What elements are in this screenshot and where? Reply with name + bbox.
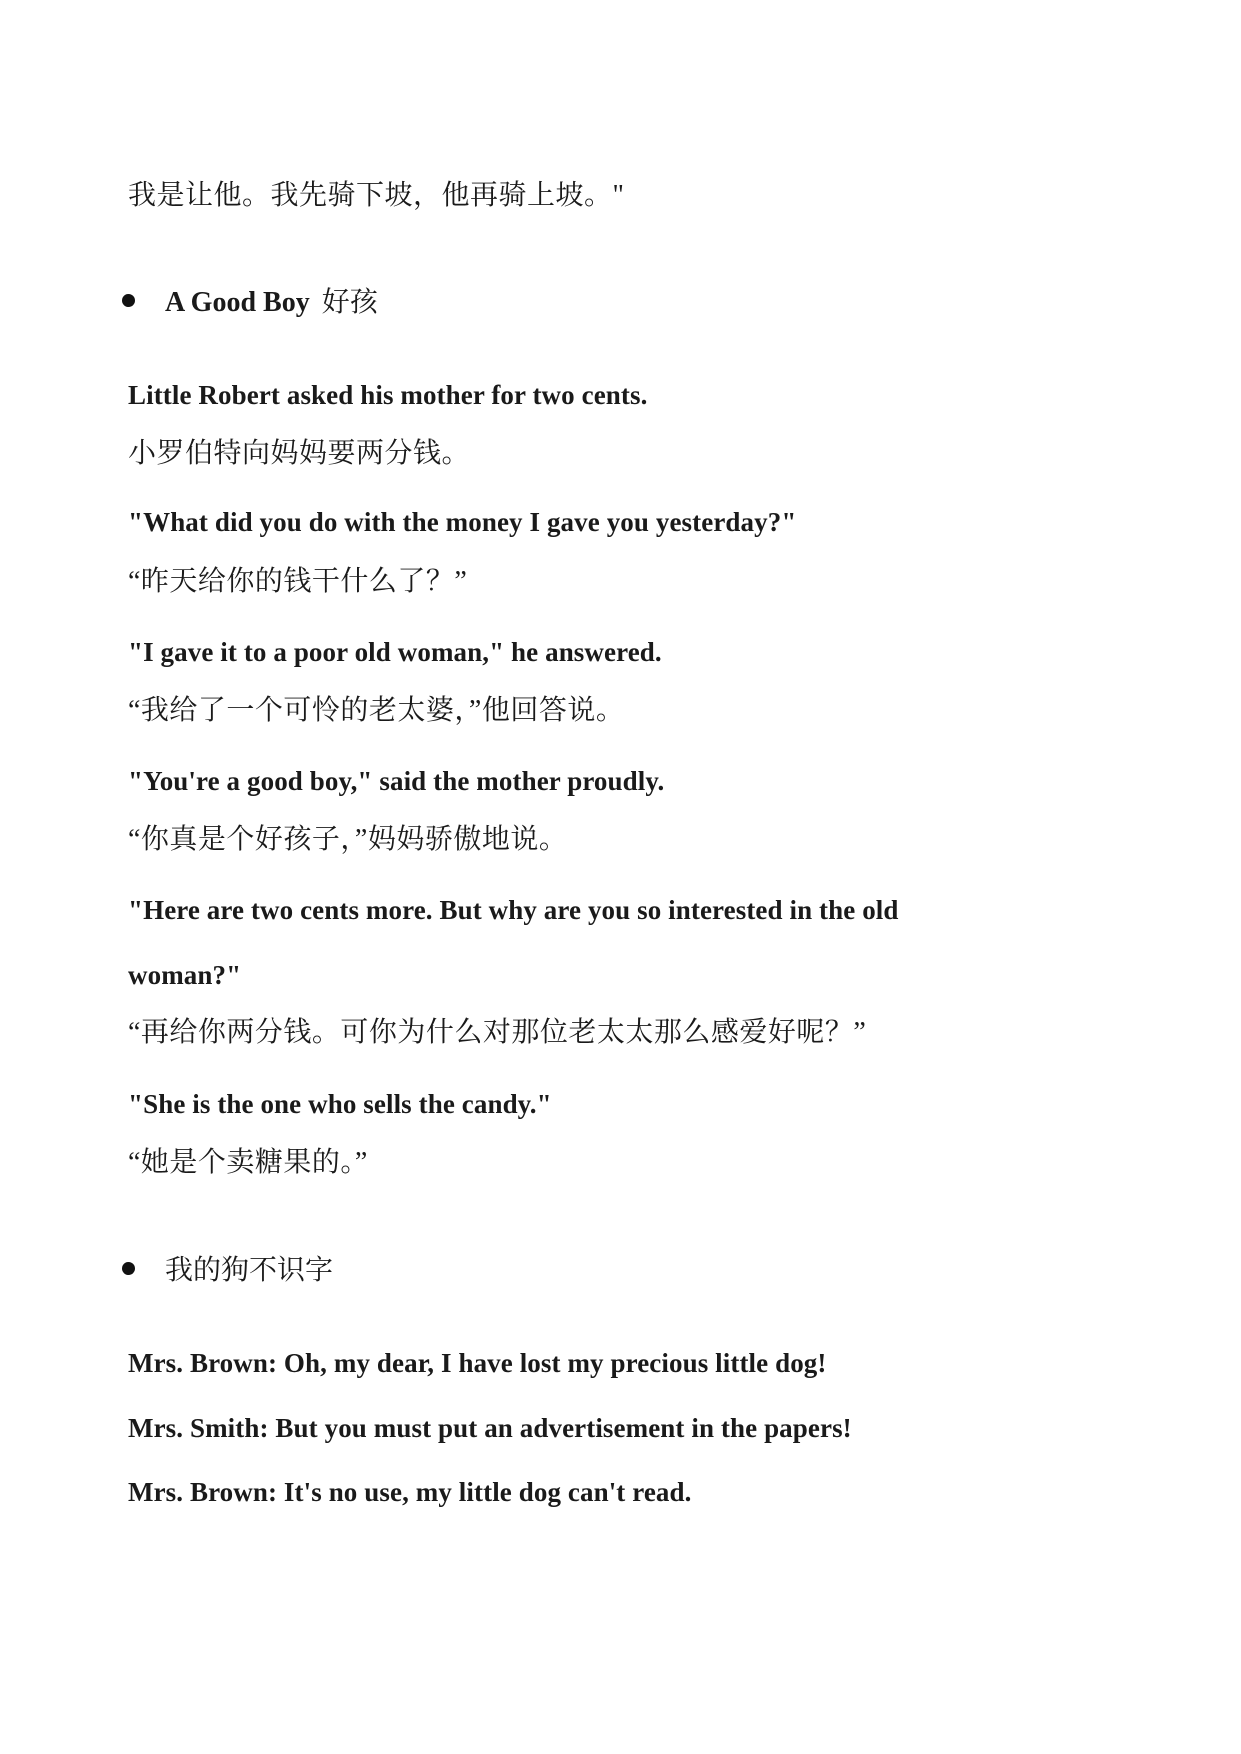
story1-line: "You're a good boy," said the mother proudly. — [128, 766, 665, 796]
story1-line: “你真是个好孩子，”妈妈骄傲地说。 — [128, 824, 568, 855]
bullet-icon — [122, 1262, 135, 1275]
story1-line: "What did you do with the money I gave you yesterday?" — [128, 507, 797, 537]
story1-line: woman?" — [128, 960, 242, 990]
story1-line: Little Robert asked his mother for two cents. — [128, 380, 648, 410]
bullet-icon — [122, 294, 135, 307]
story1-line: "Here are two cents more. But why are you so interested in the old — [128, 895, 899, 925]
story2-heading-text — [165, 1248, 333, 1288]
story1-heading-en: A Good Boy — [165, 287, 310, 318]
story2-line: Mrs. Brown: Oh, my dear, I have lost my precious little dog! — [128, 1348, 827, 1378]
story1-line: “她是个卖糖果的。” — [128, 1147, 368, 1178]
top-fragment: 我是让他。我先骑下坡，他再骑上坡。" — [128, 180, 625, 211]
story1-line: 小罗伯特向妈妈要两分钱。 — [128, 438, 471, 469]
story1-heading-text — [165, 280, 378, 320]
story2-line: Mrs. Brown: It's no use, my little dog can't read. — [128, 1477, 692, 1507]
story1-line: “我给了一个可怜的老太婆，”他回答说。 — [128, 695, 625, 726]
story1-line: “昨天给你的钱干什么了？” — [128, 566, 468, 597]
story2-heading-zh: 我的狗不识字 — [165, 1255, 334, 1286]
story1-heading — [122, 280, 378, 320]
story1-line: “再给你两分钱。可你为什么对那位老太太那么感爱好呢？” — [128, 1017, 867, 1048]
story2-heading — [122, 1248, 333, 1288]
story1-line: "I gave it to a poor old woman," he answered. — [128, 637, 662, 667]
story1-heading-zh: 好孩 — [321, 287, 378, 318]
story1-line: "She is the one who sells the candy." — [128, 1089, 552, 1119]
story2-line: Mrs. Smith: But you must put an advertisement in the papers! — [128, 1413, 852, 1443]
